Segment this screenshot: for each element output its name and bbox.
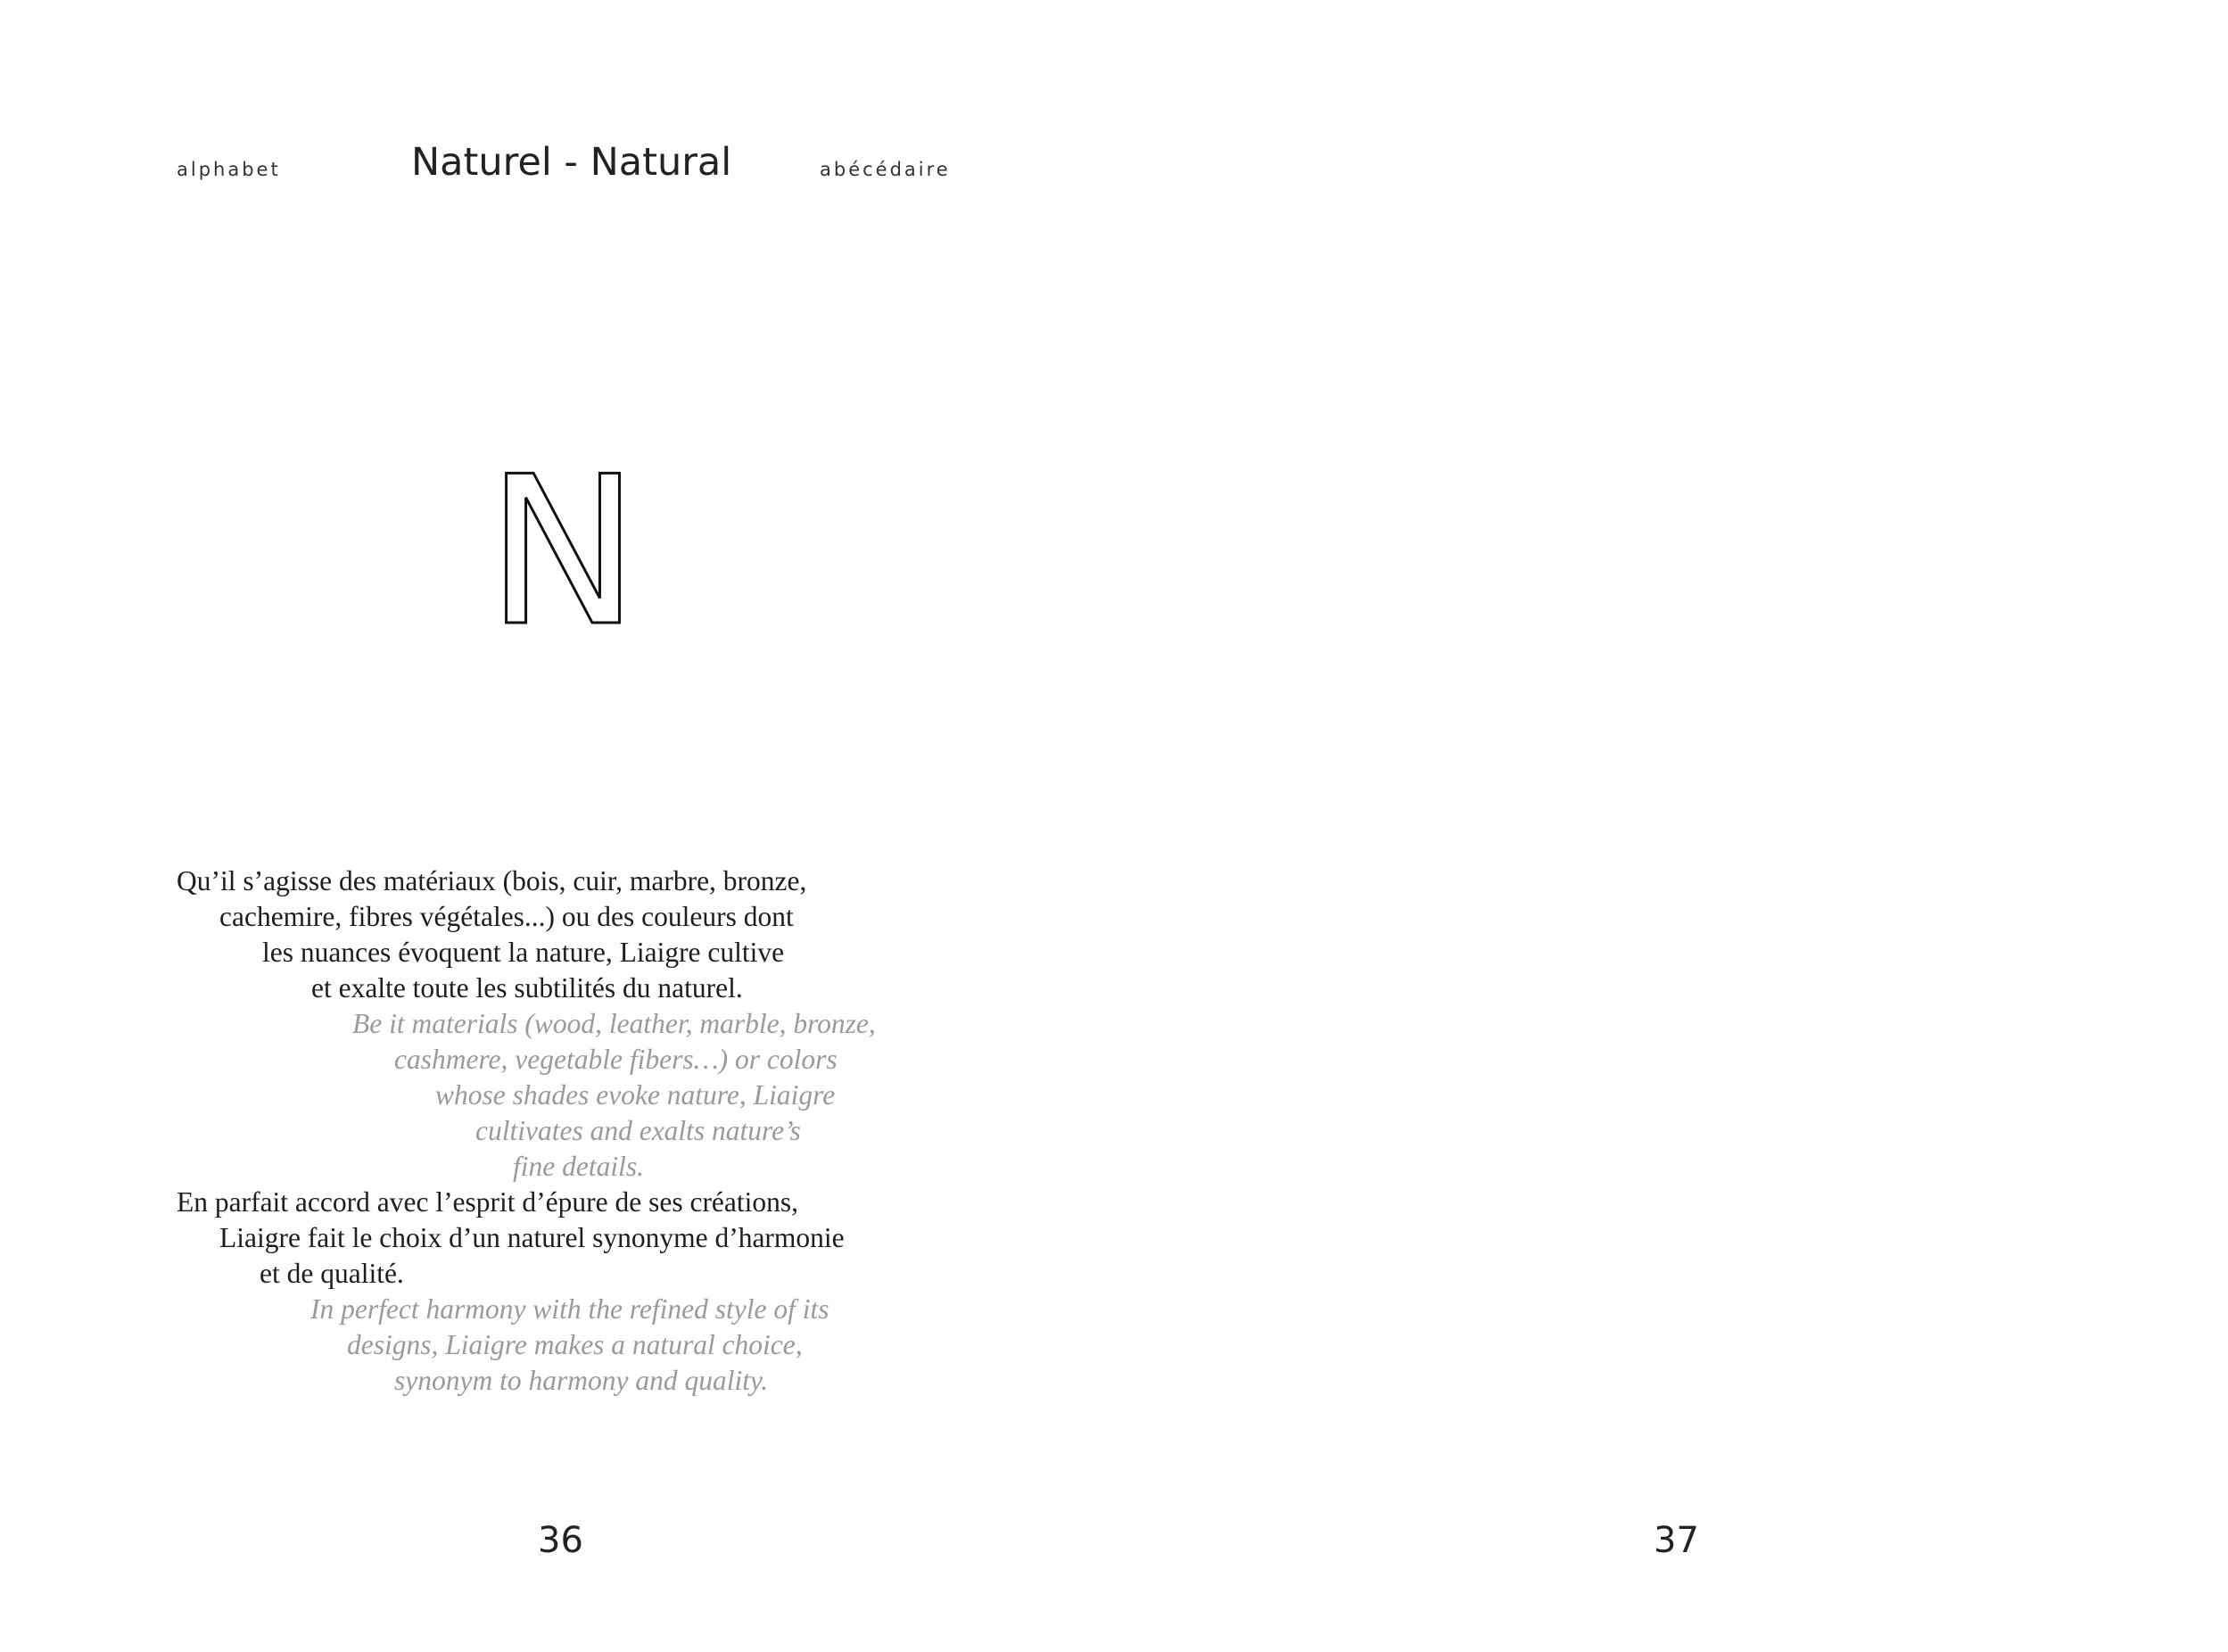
right-page	[1114, 0, 2228, 1652]
french-paragraph-2-line: Liaigre fait le choix d’un naturel synonyme d’harmonie	[219, 1222, 845, 1253]
outlined-initial-letter: N	[486, 434, 640, 672]
french-paragraph-1-line: les nuances évoquent la nature, Liaigre cultive	[262, 937, 785, 968]
french-paragraph-2-line: En parfait accord avec l’esprit d’épure de ses créations,	[177, 1186, 799, 1218]
page-number-left: 36	[538, 1520, 583, 1561]
header-alphabet-label: alphabet	[177, 159, 281, 180]
page-number-right: 37	[1654, 1520, 1699, 1561]
english-paragraph-1-line: cashmere, vegetable fibers…) or colors	[394, 1044, 838, 1075]
french-paragraph-2-line: et de qualité.	[260, 1258, 404, 1289]
french-paragraph-1-line: et exalte toute les subtilités du naturel.	[311, 972, 743, 1004]
english-paragraph-2-line: designs, Liaigre makes a natural choice,	[347, 1329, 803, 1360]
french-paragraph-1-line: cachemire, fibres végétales...) ou des couleurs dont	[219, 901, 794, 932]
english-paragraph-1-line: Be it materials (wood, leather, marble, bronze,	[352, 1008, 876, 1039]
french-paragraph-1-line: Qu’il s’agisse des matériaux (bois, cuir, marbre, bronze,	[177, 865, 807, 896]
english-paragraph-1-line: whose shades evoke nature, Liaigre	[435, 1079, 836, 1111]
english-paragraph-1-line: cultivates and exalts nature’s	[475, 1115, 801, 1146]
english-paragraph-1-line: fine details.	[513, 1151, 644, 1182]
english-paragraph-2-line: synonym to harmony and quality.	[394, 1365, 769, 1396]
english-paragraph-2-line: In perfect harmony with the refined style of its	[310, 1293, 829, 1325]
page-title: Naturel - Natural	[411, 140, 732, 185]
header-abecedaire-label: abécédaire	[820, 159, 951, 180]
